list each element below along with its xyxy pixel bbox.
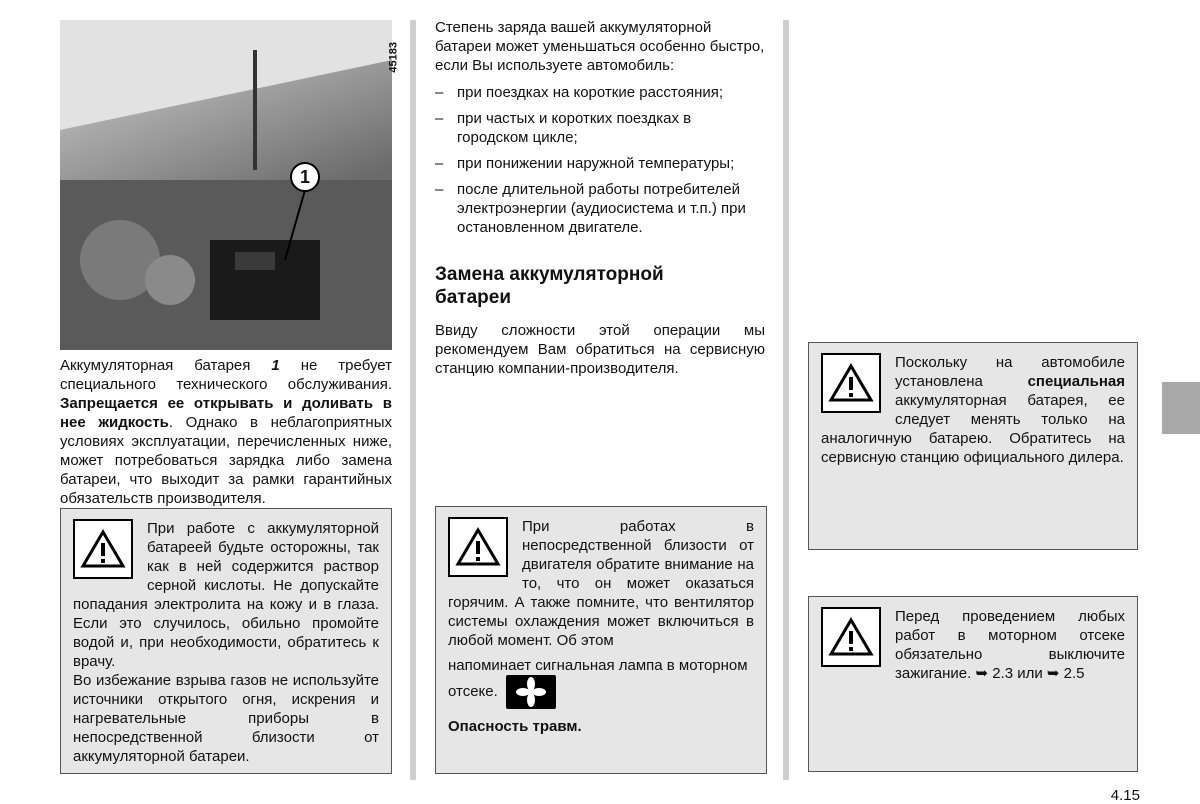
right-warning-box-1 xyxy=(808,342,1138,550)
middle-warning-text-1: При работах в непосредственной близости от двигателя обратите внимание на то, что он может оказаться горячим. А также помните, что вентилятор системы охлаждения может включиться в любой момент. Об этом xyxy=(448,518,754,649)
fan-icon xyxy=(506,675,556,709)
right-box2-text: Перед проведением любых работ в моторном отсеке обязательно выключите зажигание. ➥ 2.3 или ➥ 2.5 xyxy=(895,608,1125,682)
column-divider-1 xyxy=(410,20,416,780)
right-box1-bold: специальная xyxy=(1027,373,1125,390)
left-warning-box xyxy=(60,508,392,774)
list-item: – при частых и коротких поездках в городском цикле; xyxy=(435,110,692,146)
engine-photo-illustration xyxy=(60,20,392,350)
injury-warning: Опасность травм. xyxy=(448,718,582,735)
left-warning-text-2: Во избежание взрыва газов не используйте источники открытого огня, искрения и нагревательные приборы в непосредственной близости от аккумуляторной батареи. xyxy=(73,672,379,765)
middle-intro: Степень заряда вашей аккумуляторной батареи может уменьшаться особенно быстро, если Вы используете автомобиль: xyxy=(435,19,765,74)
right-box1-text-1: Поскольку на автомобиле установлена xyxy=(895,354,1125,390)
para-text-1: Аккумуляторная батарея xyxy=(60,357,272,374)
conditions-list xyxy=(435,83,765,237)
chapter-tab xyxy=(1162,382,1200,434)
middle-column xyxy=(435,18,765,378)
right-warning-box-2 xyxy=(808,596,1138,772)
section-heading: Замена аккумуляторной батареи xyxy=(435,264,664,308)
column-divider-2 xyxy=(783,20,789,780)
list-item: – при понижении наружной температуры; xyxy=(435,155,735,172)
right-box1-text-2: аккумуляторная батарея, ее следует менять только на аналогичную батарею. Обратитесь на сервисную станцию официального дилера. xyxy=(821,392,1125,466)
page-number: 4.15 xyxy=(1110,787,1140,804)
warning-triangle-icon xyxy=(821,607,881,667)
photo-id: 45183 xyxy=(388,42,400,73)
warning-triangle-icon xyxy=(73,519,133,579)
list-item: – после длительной работы потребителей электроэнергии (аудиосистема и т.п.) при остановленном двигателе. xyxy=(435,181,746,236)
middle-para: Ввиду сложности этой операции мы рекомендуем Вам обратиться на сервисную станцию компании-производителя. xyxy=(435,322,765,377)
warning-triangle-icon xyxy=(448,517,508,577)
warning-triangle-icon xyxy=(821,353,881,413)
left-paragraph xyxy=(60,356,392,508)
middle-warning-box xyxy=(435,506,767,774)
list-item: – при поездках на короткие расстояния; xyxy=(435,84,724,101)
callout-1: 1 xyxy=(290,162,320,192)
engine-bay-photo xyxy=(60,20,400,350)
para-text-2: не требует специального технического обслуживания. xyxy=(60,357,392,393)
para-bold-warning: Запрещается ее открывать и доливать в нее жидкость xyxy=(60,395,392,431)
left-warning-text-1: При работе с аккумуляторной батареей будьте осторожны, так как в ней содержится раствор серной кислоты. Не допускайте попадания электролита на кожу и в глаза. Если это случилось, обильно промойте водой и, при необходимости, обратитесь к врачу. xyxy=(73,520,379,670)
middle-warning-text-2: напоминает сигнальная лампа в моторном отсеке. xyxy=(448,657,748,700)
para-text-3: . Однако в неблагоприятных условиях эксплуатации, перечисленных ниже, может потребоваться зарядка либо замена батареи, что выходит за рамки гарантийных обязательств производителя. xyxy=(60,414,392,507)
battery-ref: 1 xyxy=(271,357,280,374)
